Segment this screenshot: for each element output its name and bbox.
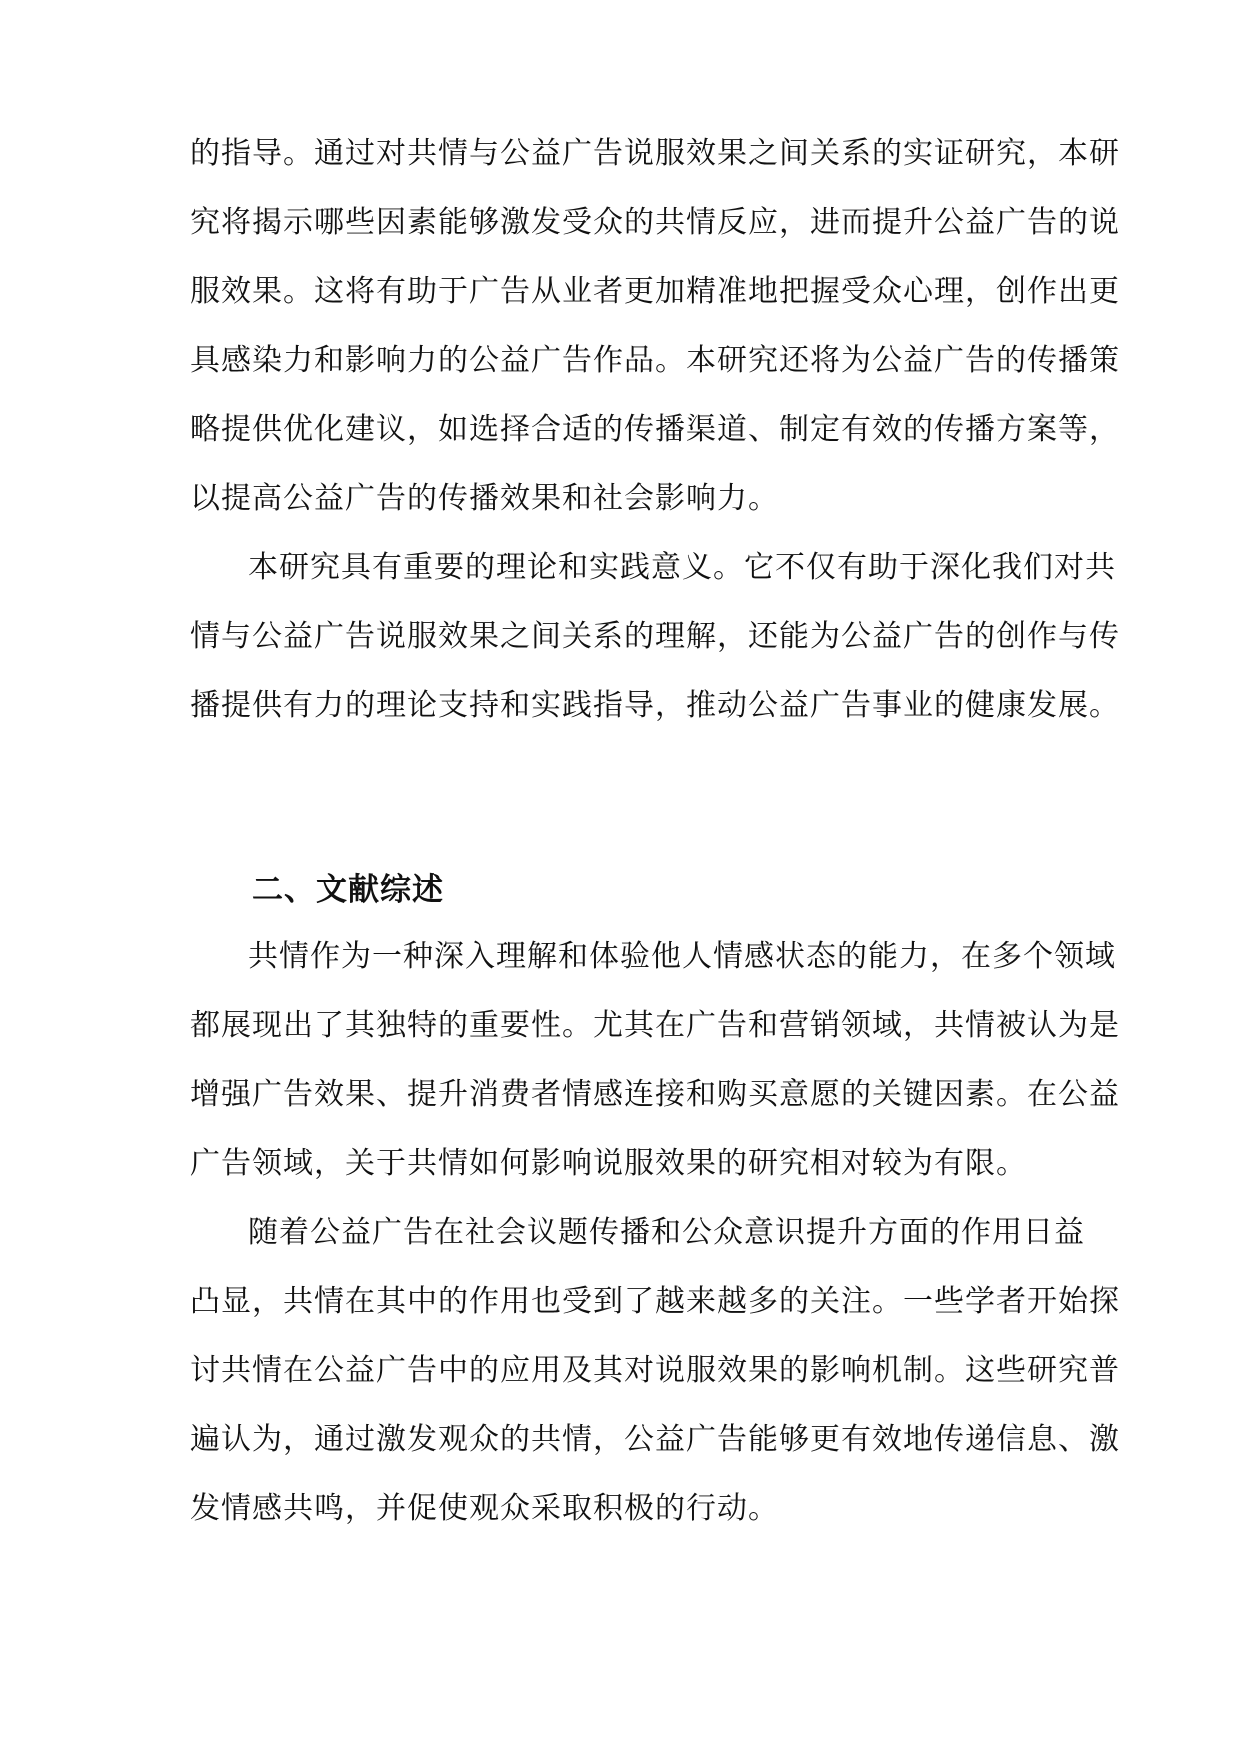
paragraph-line: 以提高公益广告的传播效果和社会影响力。	[190, 481, 779, 516]
section-heading: 二、文献综述	[252, 872, 444, 908]
paragraph-line: 播提供有力的理论支持和实践指导，推动公益广告事业的健康发展。	[190, 688, 1120, 723]
paragraph-line: 广告领域，关于共情如何影响说服效果的研究相对较为有限。	[190, 1146, 1027, 1181]
paragraph-line: 究将揭示哪些因素能够激发受众的共情反应，进而提升公益广告的说	[190, 205, 1120, 240]
paragraph-line: 讨共情在公益广告中的应用及其对说服效果的影响机制。这些研究普	[190, 1353, 1120, 1388]
paragraph-line: 本研究具有重要的理论和实践意义。它不仅有助于深化我们对共	[248, 550, 1116, 585]
paragraph-line: 情与公益广告说服效果之间关系的理解，还能为公益广告的创作与传	[190, 619, 1120, 654]
paragraph-line: 服效果。这将有助于广告从业者更加精准地把握受众心理，创作出更	[190, 274, 1120, 309]
paragraph-line: 的指导。通过对共情与公益广告说服效果之间关系的实证研究，本研	[190, 136, 1120, 171]
paragraph-line: 具感染力和影响力的公益广告作品。本研究还将为公益广告的传播策	[190, 343, 1120, 378]
paragraph-line: 凸显，共情在其中的作用也受到了越来越多的关注。一些学者开始探	[190, 1284, 1120, 1319]
paragraph-line: 发情感共鸣，并促使观众采取积极的行动。	[190, 1491, 779, 1526]
paragraph-line: 都展现出了其独特的重要性。尤其在广告和营销领域，共情被认为是	[190, 1008, 1120, 1043]
paragraph-line: 共情作为一种深入理解和体验他人情感状态的能力，在多个领域	[248, 939, 1116, 974]
paragraph-line: 遍认为，通过激发观众的共情，公益广告能够更有效地传递信息、激	[190, 1422, 1120, 1457]
paragraph-line: 随着公益广告在社会议题传播和公众意识提升方面的作用日益	[248, 1215, 1085, 1250]
paragraph-line: 略提供优化建议，如选择合适的传播渠道、制定有效的传播方案等，	[190, 412, 1120, 447]
paragraph-line: 增强广告效果、提升消费者情感连接和购买意愿的关键因素。在公益	[190, 1077, 1120, 1112]
